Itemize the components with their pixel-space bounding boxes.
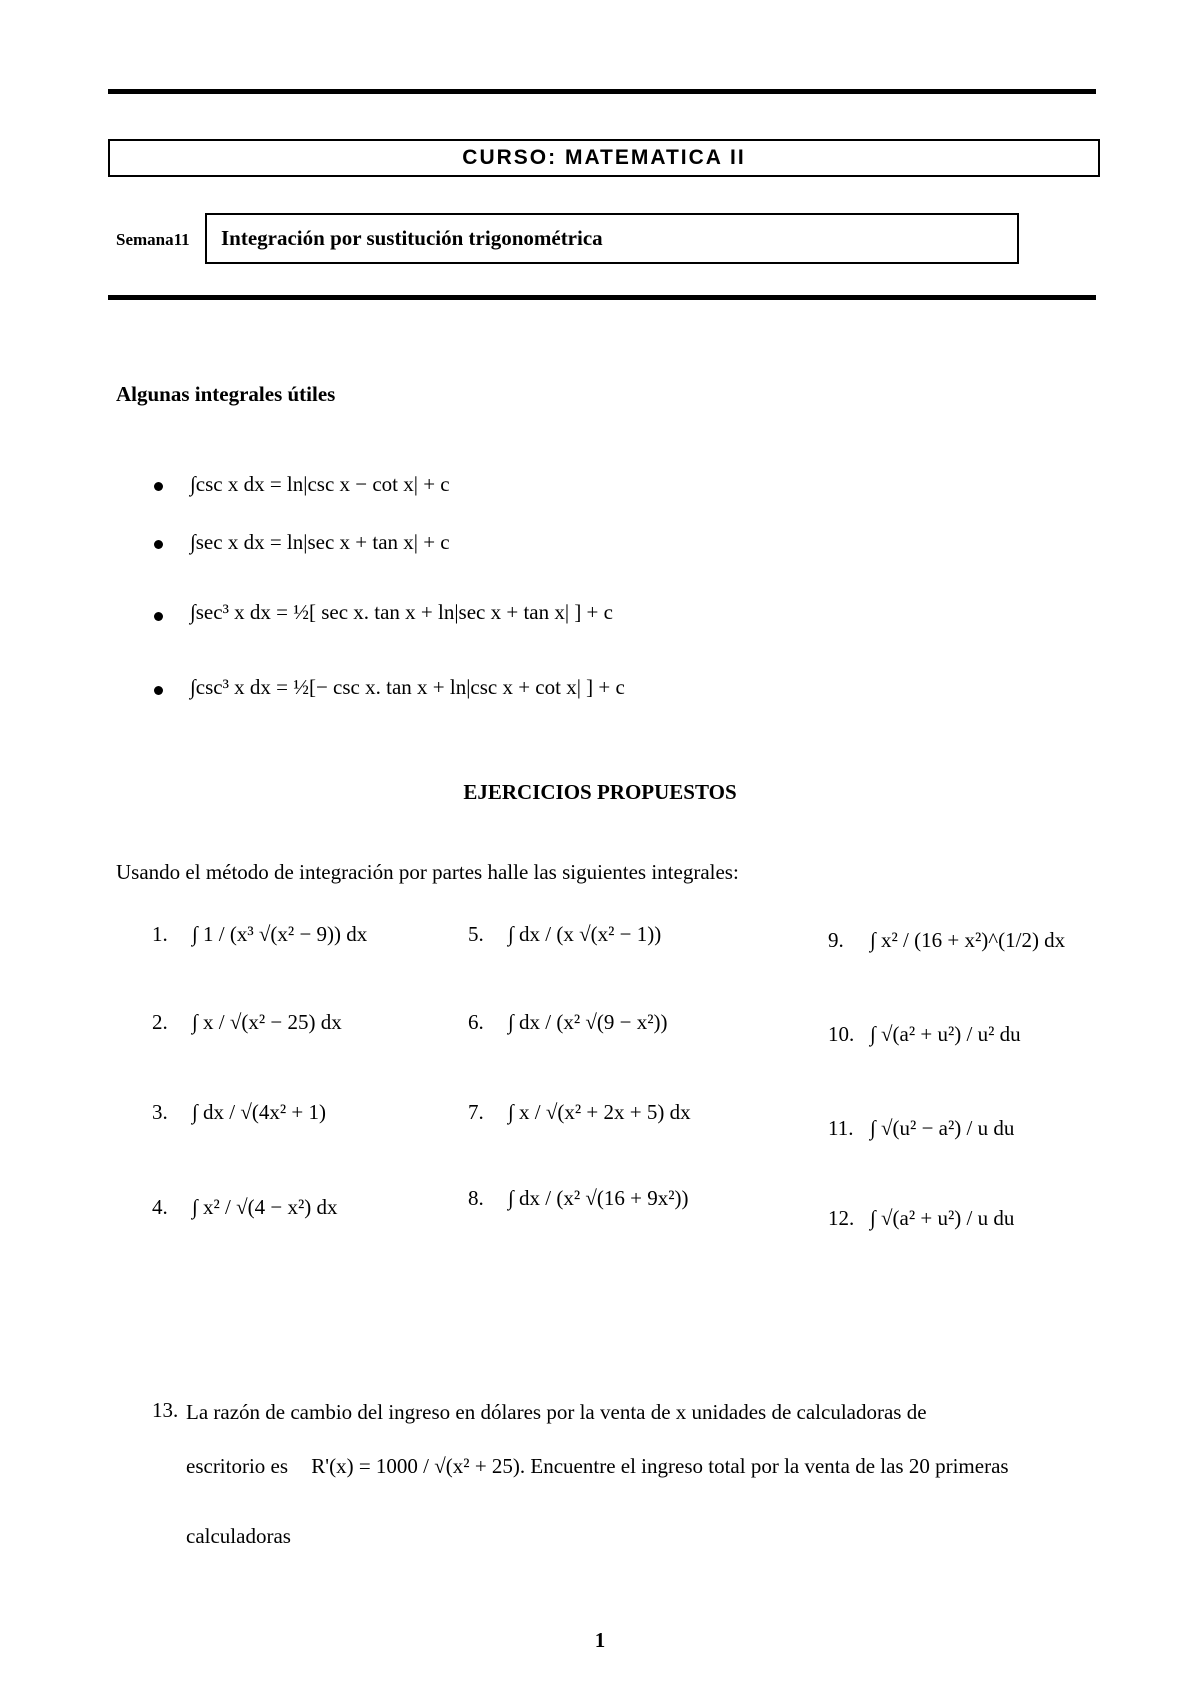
exercises-instruction: Usando el método de integración por partes halle las siguientes integrales:: [116, 860, 739, 884]
problem-text-b: escritorio es: [186, 1454, 289, 1478]
exercise-number: 7.: [468, 1100, 484, 1124]
bullet: [154, 686, 163, 695]
exercise-integral: ∫ dx / (x √(x² − 1)): [508, 922, 662, 946]
exercise-integral: ∫ x² / √(4 − x²) dx: [192, 1195, 338, 1219]
exercise-integral: ∫ x / √(x² − 25) dx: [192, 1010, 342, 1034]
exercise-integral: ∫ √(u² − a²) / u du: [870, 1116, 1015, 1140]
exercise-number: 5.: [468, 922, 484, 946]
problem-line-1: La razón de cambio del ingreso en dólares por la venta de x unidades de calculadoras de: [186, 1400, 927, 1424]
exercise-number: 10.: [828, 1022, 855, 1046]
problem-line-2: [186, 1454, 1009, 1479]
exercise-integral: ∫ √(a² + u²) / u du: [870, 1206, 1015, 1230]
formula-sec3: ∫sec³ x dx = ½[ sec x. tan x + ln|sec x + tan x| ] + c: [190, 600, 613, 624]
problem-line-3: calculadoras: [186, 1524, 291, 1548]
exercise-number: 12.: [828, 1206, 855, 1230]
week-label: Semana11: [116, 230, 190, 249]
exercise-integral: ∫ x / √(x² + 2x + 5) dx: [508, 1100, 691, 1124]
course-title-box: [108, 139, 1100, 177]
exercises-heading: EJERCICIOS PROPUESTOS: [463, 780, 737, 804]
problem-formula: R'(x) = 1000 / √(x² + 25): [311, 1454, 520, 1478]
formula-csc: ∫csc x dx = ln|csc x − cot x| + c: [190, 472, 450, 496]
exercise-integral: ∫ dx / (x² √(16 + 9x²)): [508, 1186, 689, 1210]
exercise-integral: ∫ dx / √(4x² + 1): [192, 1100, 326, 1124]
course-title: CURSO: MATEMATICA II: [462, 146, 746, 169]
exercise-number: 3.: [152, 1100, 168, 1124]
top-rule: [108, 89, 1096, 94]
exercise-number: 6.: [468, 1010, 484, 1034]
exercise-integral: ∫ x² / (16 + x²)^(1/2) dx: [870, 928, 1066, 952]
page-number: 1: [594, 1628, 606, 1652]
exercise-number: 11.: [828, 1116, 854, 1140]
bullet: [154, 612, 163, 621]
formula-sec: ∫sec x dx = ln|sec x + tan x| + c: [190, 530, 450, 554]
useful-integrals-title: Algunas integrales útiles: [116, 382, 336, 406]
exercise-integral: ∫ √(a² + u²) / u² du: [870, 1022, 1021, 1046]
bullet: [154, 540, 163, 549]
problem-text-c: . Encuentre el ingreso total por la venta de las 20 primeras: [519, 1454, 1009, 1478]
exercise-number: 9.: [828, 928, 844, 952]
exercise-number: 1.: [152, 922, 168, 946]
problem-number: 13.: [152, 1398, 179, 1422]
formula-csc3: ∫csc³ x dx = ½[− csc x. tan x + ln|csc x + cot x| ] + c: [190, 675, 625, 699]
exercise-number: 8.: [468, 1186, 484, 1210]
header-bottom-rule: [108, 295, 1096, 300]
bullet: [154, 482, 163, 491]
topic-box: [205, 213, 1019, 264]
exercise-integral: ∫ 1 / (x³ √(x² − 9)) dx: [192, 922, 368, 946]
topic-title: Integración por sustitución trigonométrica: [221, 226, 603, 250]
exercise-integral: ∫ dx / (x² √(9 − x²)): [508, 1010, 668, 1034]
exercise-number: 2.: [152, 1010, 168, 1034]
exercise-number: 4.: [152, 1195, 168, 1219]
